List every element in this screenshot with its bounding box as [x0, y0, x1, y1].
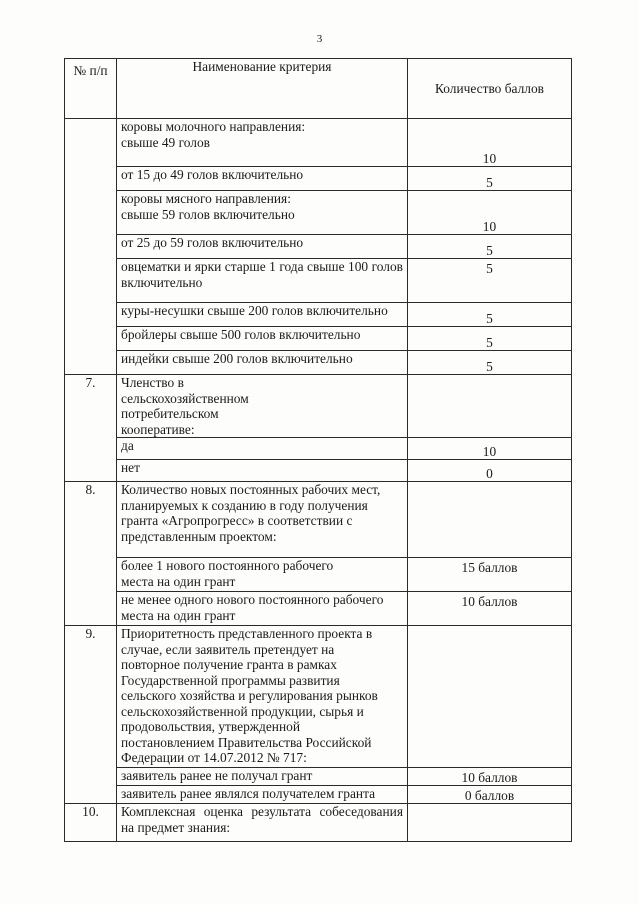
table-row	[65, 327, 572, 351]
criterion-points: 0 баллов	[408, 786, 572, 804]
row-number: 8.	[65, 482, 117, 626]
criterion-text: куры-несушки свыше 200 голов включительно	[117, 303, 408, 327]
criterion-text: Комплексная оценка результата собеседования на предмет знания:	[117, 804, 408, 842]
criterion-points: 10 баллов	[408, 768, 572, 786]
criterion-points	[408, 482, 572, 558]
table-row	[65, 375, 572, 438]
header-name: Наименование критерия	[117, 59, 408, 119]
page-number: 3	[316, 33, 323, 45]
criterion-text: да	[117, 438, 408, 460]
header-num: № п/п	[65, 59, 117, 119]
criterion-points: 5	[408, 167, 572, 191]
table-row	[65, 235, 572, 259]
criterion-text: коровы мясного направления: свыше 59 голов включительно	[117, 191, 408, 235]
criterion-points: 10 баллов	[408, 592, 572, 626]
criterion-text: от 15 до 49 голов включительно	[117, 167, 408, 191]
criterion-points	[408, 626, 572, 768]
row-number: 7.	[65, 375, 117, 482]
header-points: Количество баллов	[408, 59, 572, 119]
criterion-text: Количество новых постоянных рабочих мест, планируемых к созданию в году получения гранта «Агропрогресс» в соответствии с представленным проектом:	[117, 482, 408, 558]
row-number: 10.	[65, 804, 117, 842]
criterion-points: 10	[408, 191, 572, 235]
table-row	[65, 786, 572, 804]
criterion-points: 5	[408, 303, 572, 327]
criterion-points: 10	[408, 438, 572, 460]
criterion-text: более 1 нового постоянного рабочего места на один грант	[117, 558, 408, 592]
criterion-text: овцематки и ярки старше 1 года свыше 100 голов включительно	[117, 259, 408, 303]
criterion-text: заявитель ранее являлся получателем гранта	[117, 786, 408, 804]
criterion-points: 5	[408, 259, 572, 303]
criterion-points	[408, 804, 572, 842]
table-header-row	[65, 59, 572, 119]
criterion-points	[408, 375, 572, 438]
criterion-text: от 25 до 59 голов включительно	[117, 235, 408, 259]
table-row	[65, 303, 572, 327]
criterion-text: индейки свыше 200 голов включительно	[117, 351, 408, 375]
criterion-points: 15 баллов	[408, 558, 572, 592]
criterion-text: коровы молочного направления: свыше 49 голов	[117, 119, 408, 167]
criterion-text: Приоритетность представленного проекта в случае, если заявитель претендует на повторное получение гранта в рамках Государственной программы развития сельского хозяйства и регулирования рынков сельскохозяйственной продукции, сырья и продовольствия, утвержденной постановлением Правительства Российской Федерации от 14.07.2012 № 717:	[117, 626, 408, 768]
table-row	[65, 804, 572, 842]
criterion-points: 5	[408, 327, 572, 351]
table-row	[65, 119, 572, 167]
row-number: 9.	[65, 626, 117, 804]
criterion-points: 5	[408, 235, 572, 259]
table-row	[65, 460, 572, 482]
table-row	[65, 167, 572, 191]
criterion-points: 0	[408, 460, 572, 482]
table-row	[65, 626, 572, 768]
table-row	[65, 259, 572, 303]
criterion-text: не менее одного нового постоянного рабочего места на один грант	[117, 592, 408, 626]
criteria-table	[64, 58, 572, 842]
table-row	[65, 482, 572, 558]
table-row	[65, 438, 572, 460]
table-row	[65, 351, 572, 375]
table-row	[65, 768, 572, 786]
row-number	[65, 119, 117, 375]
criterion-text: бройлеры свыше 500 голов включительно	[117, 327, 408, 351]
table-row	[65, 558, 572, 592]
criterion-points: 5	[408, 351, 572, 375]
criterion-points: 10	[408, 119, 572, 167]
criterion-text: заявитель ранее не получал грант	[117, 768, 408, 786]
table-row	[65, 592, 572, 626]
table-row	[65, 191, 572, 235]
criterion-text: Членство в сельскохозяйственном потребительском кооперативе:	[117, 375, 408, 438]
criterion-text: нет	[117, 460, 408, 482]
